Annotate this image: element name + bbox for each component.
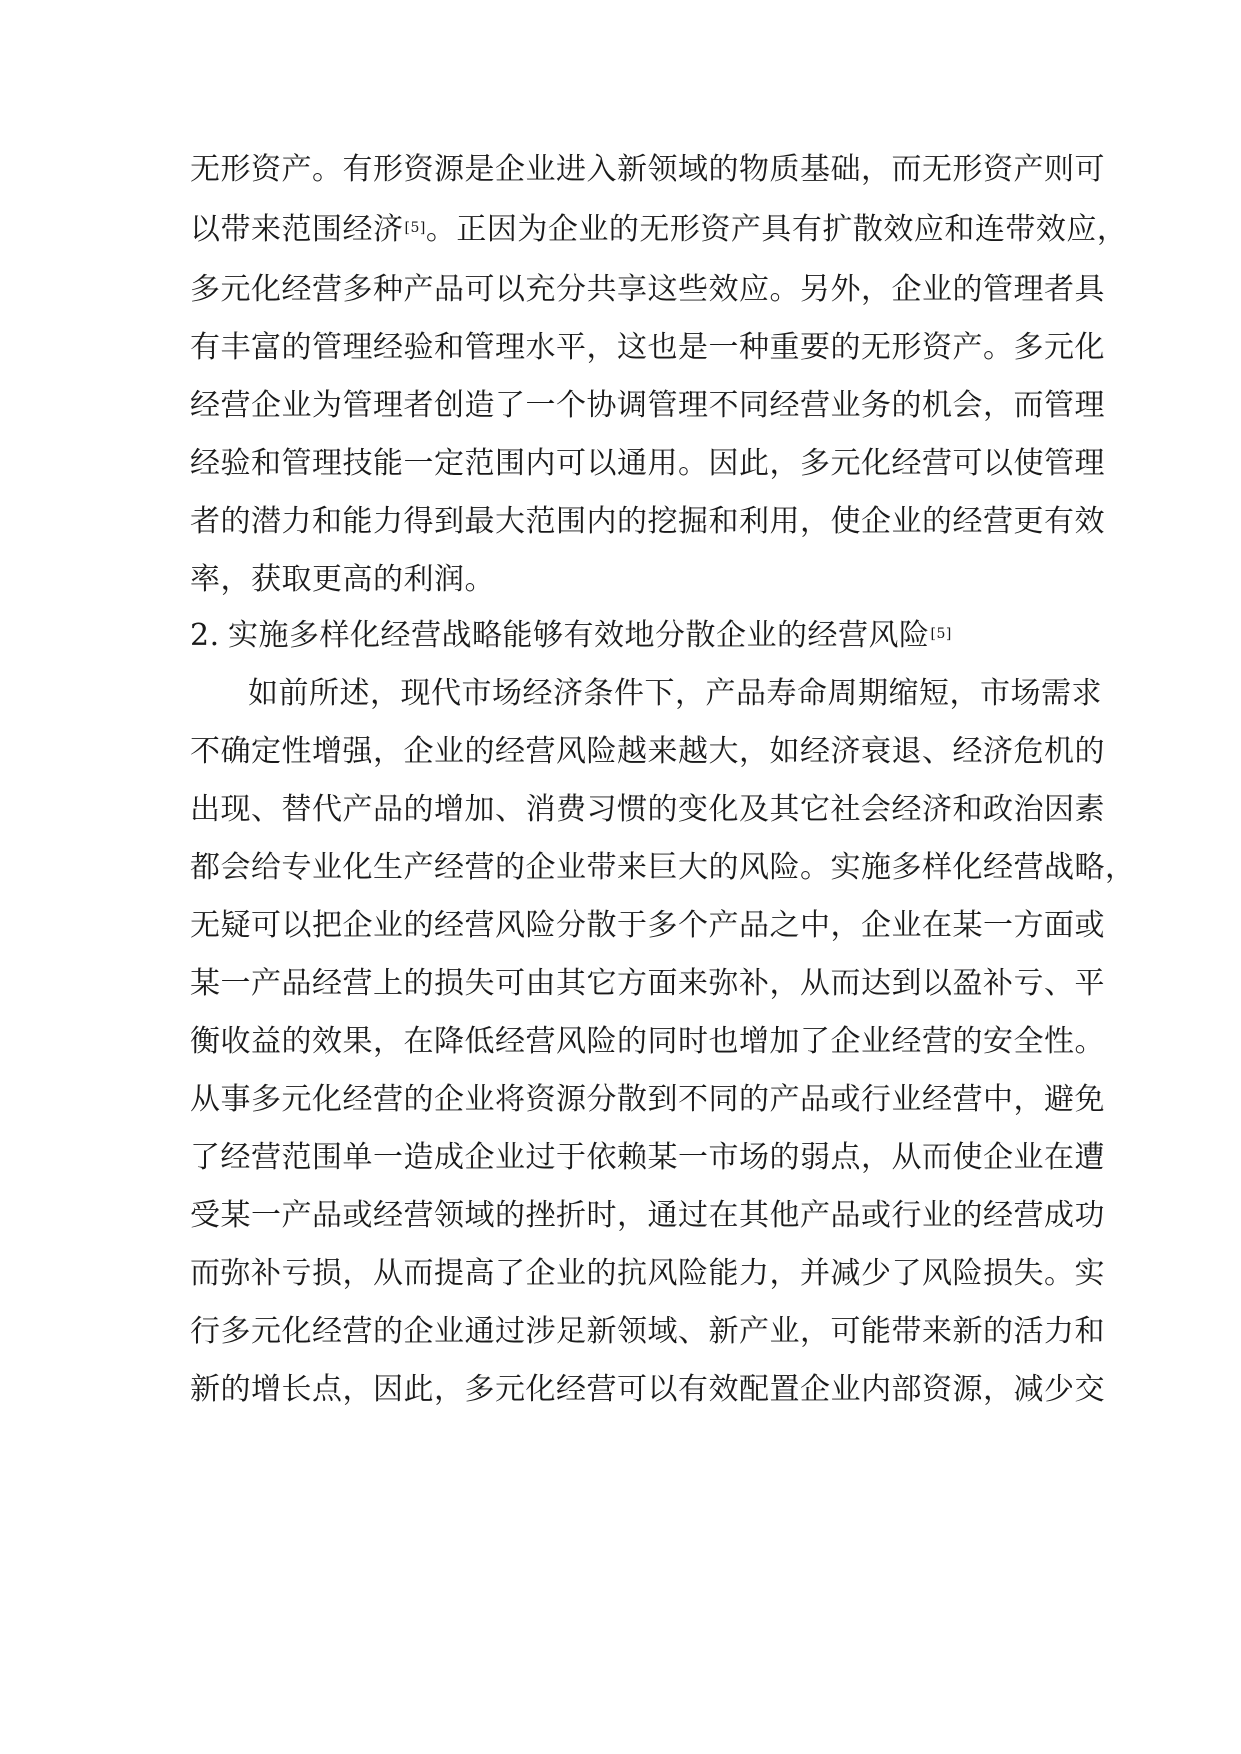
citation-ref: [5] [930, 626, 952, 642]
text-line: 经验和管理技能一定范围内可以通用。因此，多元化经营可以使管理 [190, 446, 1105, 481]
text-line: 者的潜力和能力得到最大范围内的挖掘和利用，使企业的经营更有效 [190, 504, 1105, 539]
text-segment: 。正因为企业的无形资产具有扩散效应和连带效应， [425, 212, 1128, 247]
text-line: 受某一产品或经营领域的挫折时，通过在其他产品或行业的经营成功 [190, 1198, 1105, 1233]
text-line: 而弥补亏损，从而提高了企业的抗风险能力，并减少了风险损失。实 [190, 1256, 1105, 1291]
text-line: 都会给专业化生产经营的企业带来巨大的风险。实施多样化经营战略， [190, 850, 1136, 885]
text-line: 衡收益的效果，在降低经营风险的同时也增加了企业经营的安全性。 [190, 1024, 1105, 1059]
text-line: 从事多元化经营的企业将资源分散到不同的产品或行业经营中，避免 [190, 1082, 1105, 1117]
heading-number: 2. [190, 618, 220, 653]
text-line: 行多元化经营的企业通过涉足新领域、新产业，可能带来新的活力和 [190, 1314, 1105, 1349]
text-line: 如前所述，现代市场经济条件下，产品寿命周期缩短，市场需求 [248, 676, 1102, 711]
text-line: 某一产品经营上的损失可由其它方面来弥补，从而达到以盈补亏、平 [190, 966, 1105, 1001]
text-line: 有丰富的管理经验和管理水平，这也是一种重要的无形资产。多元化 [190, 330, 1105, 365]
text-line: 多元化经营多种产品可以充分共享这些效应。另外，企业的管理者具 [190, 272, 1105, 307]
text-line: 出现、替代产品的增加、消费习惯的变化及其它社会经济和政治因素 [190, 792, 1105, 827]
text-line: 经营企业为管理者创造了一个协调管理不同经营业务的机会，而管理 [190, 388, 1105, 423]
text-line: 新的增长点，因此，多元化经营可以有效配置企业内部资源，减少交 [190, 1372, 1105, 1407]
text-line: 率，获取更高的利润。 [190, 562, 495, 597]
text-line: 无形资产。有形资源是企业进入新领域的物质基础，而无形资产则可 [190, 152, 1105, 187]
text-line: 不确定性增强，企业的经营风险越来越大，如经济衰退、经济危机的 [190, 734, 1105, 769]
section-heading [190, 616, 1070, 656]
text-segment: 以带来范围经济 [190, 212, 404, 247]
text-line: 无疑可以把企业的经营风险分散于多个产品之中，企业在某一方面或 [190, 908, 1105, 943]
citation-ref: [5] [404, 220, 426, 236]
text-line: 了经营范围单一造成企业过于依赖某一市场的弱点，从而使企业在遭 [190, 1140, 1105, 1175]
heading-text: 实施多样化经营战略能够有效地分散企业的经营风险 [228, 618, 930, 653]
text-line [190, 210, 1128, 250]
